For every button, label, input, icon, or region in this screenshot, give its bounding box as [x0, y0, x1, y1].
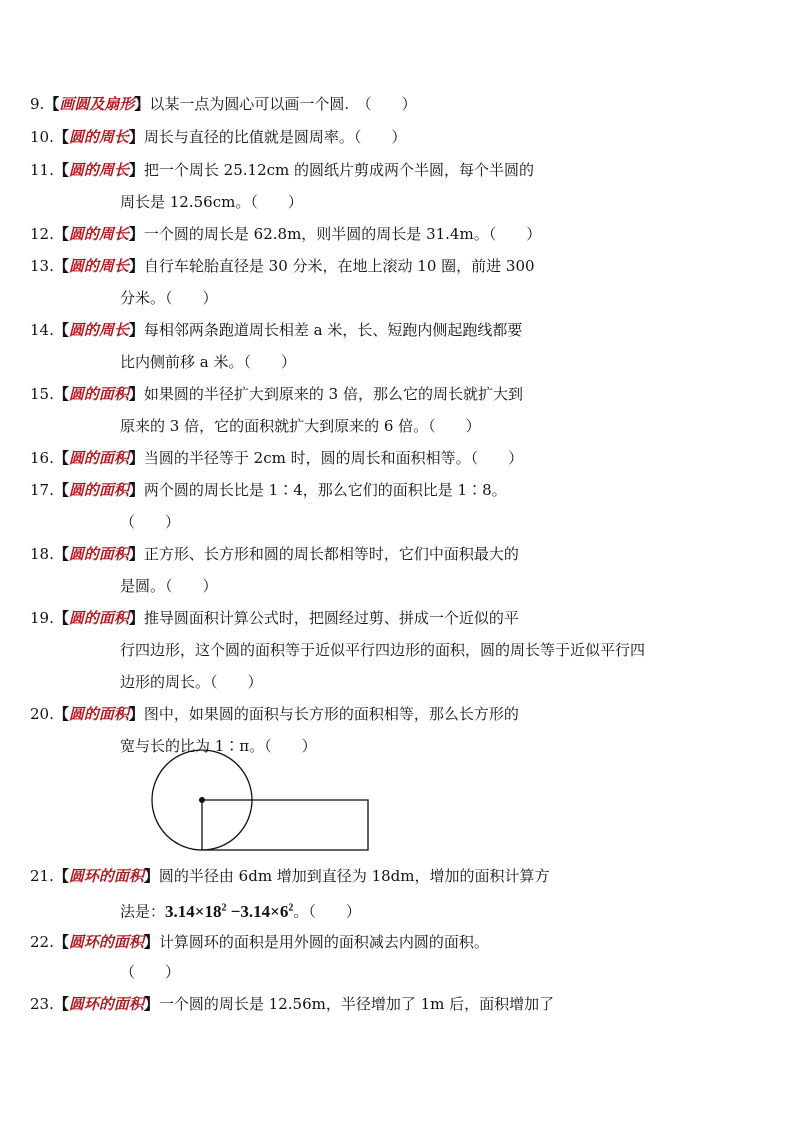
topic-tag: 圆的周长: [68, 161, 129, 179]
question-21-formula-line: 法是：$3.14\times 18^2 -3.14\times 6^2$。（ ）: [120, 901, 361, 921]
area-formula: $3.14\times 18^2 -3.14\times 6^2$: [165, 901, 294, 921]
question-17: 17.【圆的面积】两个圆的周长比是 1∶4，那么它们的面积比是 1∶8。: [30, 481, 507, 499]
topic-tag: 圆的面积: [68, 545, 129, 563]
topic-tag: 圆环的面积: [68, 995, 144, 1013]
topic-tag: 圆的面积: [68, 705, 129, 723]
circle-rectangle-figure: [150, 748, 382, 858]
topic-tag: 画圆及扇形: [59, 95, 135, 113]
question-18-cont: 是圆。（ ）: [120, 577, 218, 595]
question-22: 22.【圆环的面积】计算圆环的面积是用外圆的面积减去内圆的面积。: [30, 933, 489, 951]
topic-tag: 圆的周长: [68, 321, 129, 339]
question-14-cont: 比内侧前移 a 米。（ ）: [120, 353, 296, 371]
question-22-cont: （ ）: [120, 963, 181, 981]
topic-tag: 圆的面积: [68, 385, 129, 403]
question-19: 19.【圆的面积】推导圆面积计算公式时，把圆经过剪、拼成一个近似的平: [30, 609, 519, 627]
question-23: 23.【圆环的面积】一个圆的周长是 12.56m，半径增加了 1m 后，面积增加了: [30, 995, 555, 1013]
question-19-cont: 行四边形，这个圆的面积等于近似平行四边形的面积，圆的周长等于近似平行四: [120, 641, 646, 659]
topic-tag: 圆的面积: [68, 449, 129, 467]
rectangle-shape: [202, 800, 368, 850]
question-19-cont-2: 边形的周长。（ ）: [120, 673, 263, 691]
question-9: 9.【画圆及扇形】以某一点为圆心可以画一个圆. （ ）: [30, 95, 417, 113]
question-14: 14.【圆的周长】每相邻两条跑道周长相差 a 米，长、短跑内侧起跑线都要: [30, 321, 523, 339]
question-15-cont: 原来的 3 倍，它的面积就扩大到原来的 6 倍。（ ）: [120, 417, 481, 435]
center-point: [199, 797, 205, 803]
question-17-cont: （ ）: [120, 513, 181, 531]
question-15: 15.【圆的面积】如果圆的半径扩大到原来的 3 倍，那么它的周长就扩大到: [30, 385, 523, 403]
question-18: 18.【圆的面积】正方形、长方形和圆的周长都相等时，它们中面积最大的: [30, 545, 519, 563]
topic-tag: 圆环的面积: [68, 867, 144, 885]
topic-tag: 圆的周长: [68, 225, 129, 243]
topic-tag: 圆的周长: [68, 257, 129, 275]
question-20: 20.【圆的面积】图中，如果圆的面积与长方形的面积相等，那么长方形的: [30, 705, 519, 723]
question-12: 12.【圆的周长】一个圆的周长是 62.8m，则半圆的周长是 31.4m。（ ）: [30, 225, 542, 243]
question-11-cont: 周长是 12.56cm。（ ）: [120, 193, 303, 211]
question-20-cont: 宽与长的比为 1∶π。（ ）: [120, 737, 317, 755]
question-13: 13.【圆的周长】自行车轮胎直径是 30 分米，在地上滚动 10 圈，前进 300: [30, 257, 535, 275]
question-11: 11.【圆的周长】把一个周长 25.12cm 的圆纸片剪成两个半圆，每个半圆的: [30, 161, 535, 179]
topic-tag: 圆的面积: [68, 609, 129, 627]
question-13-cont: 分米。（ ）: [120, 289, 218, 307]
topic-tag: 圆环的面积: [68, 933, 144, 951]
question-21: 21.【圆环的面积】圆的半径由 6dm 增加到直径为 18dm，增加的面积计算方: [30, 867, 550, 885]
question-16: 16.【圆的面积】当圆的半径等于 2cm 时，圆的周长和面积相等。（ ）: [30, 449, 524, 467]
topic-tag: 圆的周长: [68, 128, 129, 146]
question-10: 10.【圆的周长】周长与直径的比值就是圆周率。（ ）: [30, 128, 407, 146]
topic-tag: 圆的面积: [68, 481, 129, 499]
